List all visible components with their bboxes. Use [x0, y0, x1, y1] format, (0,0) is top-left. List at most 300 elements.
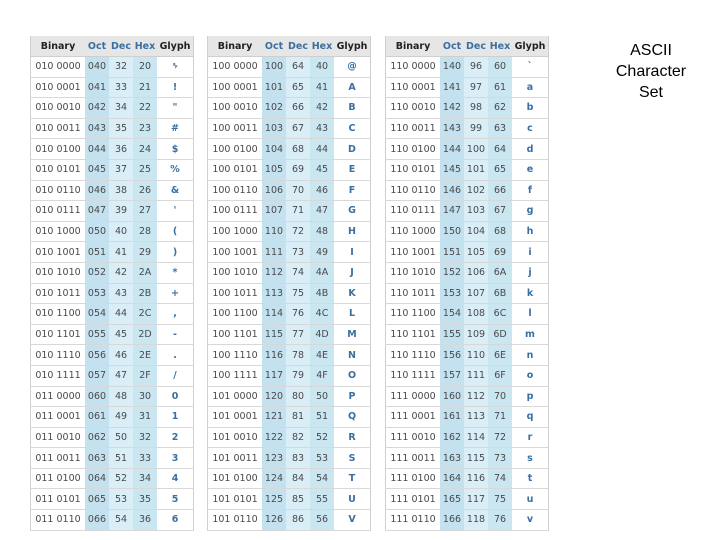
octal-cell: 152: [440, 262, 464, 283]
binary-cell: 010 0010: [31, 98, 86, 119]
binary-cell: 101 0000: [208, 386, 263, 407]
octal-cell: 116: [262, 345, 286, 366]
binary-cell: 100 1110: [208, 345, 263, 366]
glyph-cell: p: [512, 386, 549, 407]
hex-cell: 4C: [310, 304, 334, 325]
glyph-cell: N: [334, 345, 371, 366]
binary-cell: 100 0100: [208, 139, 263, 160]
octal-cell: 045: [85, 159, 109, 180]
decimal-cell: 73: [286, 242, 310, 263]
hex-cell: 33: [133, 448, 157, 469]
glyph-cell: #: [157, 118, 194, 139]
table-row: [208, 262, 371, 283]
hex-cell: 26: [133, 180, 157, 201]
octal-cell: 142: [440, 98, 464, 119]
table-row: [31, 448, 194, 469]
binary-cell: 100 1010: [208, 262, 263, 283]
hex-cell: 47: [310, 201, 334, 222]
glyph-cell: s: [512, 448, 549, 469]
octal-cell: 064: [85, 468, 109, 489]
column-header-binary: Binary: [31, 36, 86, 57]
binary-cell: 110 1001: [386, 242, 441, 263]
glyph-cell: ␠: [157, 57, 194, 78]
binary-cell: 010 1001: [31, 242, 86, 263]
decimal-cell: 65: [286, 77, 310, 98]
table-row: [31, 262, 194, 283]
hex-cell: 30: [133, 386, 157, 407]
hex-cell: 68: [488, 221, 512, 242]
glyph-cell: 4: [157, 468, 194, 489]
hex-cell: 55: [310, 489, 334, 510]
table-row: [208, 221, 371, 242]
title-line-1: ASCII: [630, 42, 672, 59]
glyph-cell: 2: [157, 427, 194, 448]
column-header-hex: Hex: [488, 36, 512, 57]
table-row: [208, 365, 371, 386]
decimal-cell: 40: [109, 221, 133, 242]
column-header-binary: Binary: [208, 36, 263, 57]
decimal-cell: 116: [464, 468, 488, 489]
binary-cell: 010 0110: [31, 180, 86, 201]
octal-cell: 166: [440, 510, 464, 531]
ascii-table-1: [30, 36, 194, 531]
table-row: [208, 324, 371, 345]
hex-cell: 6E: [488, 345, 512, 366]
binary-cell: 100 1101: [208, 324, 263, 345]
octal-cell: 146: [440, 180, 464, 201]
binary-cell: 101 0101: [208, 489, 263, 510]
octal-cell: 124: [262, 468, 286, 489]
binary-cell: 110 1101: [386, 324, 441, 345]
binary-cell: 100 0110: [208, 180, 263, 201]
binary-cell: 110 0000: [386, 57, 441, 78]
table-row: [208, 98, 371, 119]
table-row: [31, 159, 194, 180]
binary-cell: 010 0101: [31, 159, 86, 180]
table-row: [208, 159, 371, 180]
binary-cell: 110 1100: [386, 304, 441, 325]
octal-cell: 145: [440, 159, 464, 180]
hex-cell: 52: [310, 427, 334, 448]
glyph-cell: c: [512, 118, 549, 139]
binary-cell: 011 0110: [31, 510, 86, 531]
hex-cell: 73: [488, 448, 512, 469]
glyph-cell: n: [512, 345, 549, 366]
octal-cell: 123: [262, 448, 286, 469]
octal-cell: 143: [440, 118, 464, 139]
decimal-cell: 103: [464, 201, 488, 222]
table-row: [31, 77, 194, 98]
decimal-cell: 78: [286, 345, 310, 366]
table-row: [208, 118, 371, 139]
decimal-cell: 83: [286, 448, 310, 469]
binary-cell: 110 1111: [386, 365, 441, 386]
binary-cell: 010 1011: [31, 283, 86, 304]
binary-cell: 101 0100: [208, 468, 263, 489]
table-row: [208, 345, 371, 366]
decimal-cell: 114: [464, 427, 488, 448]
table-row: [208, 448, 371, 469]
table-row: [386, 180, 549, 201]
binary-cell: 110 1110: [386, 345, 441, 366]
column-header-octal: Oct: [262, 36, 286, 57]
hex-cell: 34: [133, 468, 157, 489]
glyph-cell: E: [334, 159, 371, 180]
hex-cell: 62: [488, 98, 512, 119]
binary-cell: 010 0100: [31, 139, 86, 160]
decimal-cell: 106: [464, 262, 488, 283]
glyph-cell: `: [512, 57, 549, 78]
glyph-cell: +: [157, 283, 194, 304]
hex-cell: 40: [310, 57, 334, 78]
binary-cell: 011 0010: [31, 427, 86, 448]
decimal-cell: 70: [286, 180, 310, 201]
binary-cell: 010 0111: [31, 201, 86, 222]
table-row: [31, 118, 194, 139]
table-row: [386, 304, 549, 325]
hex-cell: 74: [488, 468, 512, 489]
decimal-cell: 53: [109, 489, 133, 510]
glyph-cell: Q: [334, 407, 371, 428]
decimal-cell: 107: [464, 283, 488, 304]
octal-cell: 040: [85, 57, 109, 78]
table-row: [31, 365, 194, 386]
table-header-row: [31, 36, 194, 57]
glyph-cell: I: [334, 242, 371, 263]
title-line-2: Character: [615, 63, 687, 80]
binary-cell: 010 1111: [31, 365, 86, 386]
hex-cell: 66: [488, 180, 512, 201]
glyph-cell: @: [334, 57, 371, 78]
octal-cell: 113: [262, 283, 286, 304]
hex-cell: 70: [488, 386, 512, 407]
decimal-cell: 86: [286, 510, 310, 531]
column-header-hex: Hex: [310, 36, 334, 57]
glyph-cell: ): [157, 242, 194, 263]
glyph-cell: *: [157, 262, 194, 283]
decimal-cell: 47: [109, 365, 133, 386]
octal-cell: 141: [440, 77, 464, 98]
table-row: [386, 221, 549, 242]
decimal-cell: 111: [464, 365, 488, 386]
glyph-cell: .: [157, 345, 194, 366]
binary-cell: 100 1000: [208, 221, 263, 242]
table-row: [386, 77, 549, 98]
binary-cell: 111 0001: [386, 407, 441, 428]
glyph-cell: J: [334, 262, 371, 283]
column-header-octal: Oct: [85, 36, 109, 57]
glyph-cell: g: [512, 201, 549, 222]
glyph-cell: ': [157, 201, 194, 222]
table-row: [208, 57, 371, 78]
glyph-cell: o: [512, 365, 549, 386]
octal-cell: 153: [440, 283, 464, 304]
binary-cell: 110 0011: [386, 118, 441, 139]
glyph-cell: H: [334, 221, 371, 242]
binary-cell: 100 1100: [208, 304, 263, 325]
binary-cell: 101 0010: [208, 427, 263, 448]
hex-cell: 64: [488, 139, 512, 160]
table-row: [386, 510, 549, 531]
decimal-cell: 99: [464, 118, 488, 139]
decimal-cell: 68: [286, 139, 310, 160]
table-row: [208, 510, 371, 531]
glyph-cell: a: [512, 77, 549, 98]
decimal-cell: 108: [464, 304, 488, 325]
binary-cell: 100 0111: [208, 201, 263, 222]
octal-cell: 050: [85, 221, 109, 242]
decimal-cell: 75: [286, 283, 310, 304]
hex-cell: 76: [488, 510, 512, 531]
hex-cell: 61: [488, 77, 512, 98]
decimal-cell: 50: [109, 427, 133, 448]
ascii-table-2: [207, 36, 371, 531]
octal-cell: 144: [440, 139, 464, 160]
decimal-cell: 97: [464, 77, 488, 98]
binary-cell: 111 0101: [386, 489, 441, 510]
octal-cell: 157: [440, 365, 464, 386]
binary-cell: 100 0011: [208, 118, 263, 139]
octal-cell: 160: [440, 386, 464, 407]
hex-cell: 2A: [133, 262, 157, 283]
hex-cell: 2B: [133, 283, 157, 304]
hex-cell: 51: [310, 407, 334, 428]
table-row: [208, 201, 371, 222]
decimal-cell: 46: [109, 345, 133, 366]
decimal-cell: 105: [464, 242, 488, 263]
glyph-cell: !: [157, 77, 194, 98]
octal-cell: 117: [262, 365, 286, 386]
binary-cell: 111 0010: [386, 427, 441, 448]
octal-cell: 062: [85, 427, 109, 448]
binary-cell: 011 0001: [31, 407, 86, 428]
hex-cell: 4E: [310, 345, 334, 366]
decimal-cell: 64: [286, 57, 310, 78]
octal-cell: 161: [440, 407, 464, 428]
hex-cell: 54: [310, 468, 334, 489]
glyph-cell: d: [512, 139, 549, 160]
glyph-cell: G: [334, 201, 371, 222]
octal-cell: 060: [85, 386, 109, 407]
decimal-cell: 36: [109, 139, 133, 160]
hex-cell: 25: [133, 159, 157, 180]
decimal-cell: 74: [286, 262, 310, 283]
binary-cell: 110 0110: [386, 180, 441, 201]
hex-cell: 46: [310, 180, 334, 201]
table-row: [208, 489, 371, 510]
table-row: [208, 468, 371, 489]
octal-cell: 107: [262, 201, 286, 222]
hex-cell: 71: [488, 407, 512, 428]
hex-cell: 6F: [488, 365, 512, 386]
decimal-cell: 67: [286, 118, 310, 139]
binary-cell: 100 0001: [208, 77, 263, 98]
glyph-cell: &: [157, 180, 194, 201]
glyph-cell: P: [334, 386, 371, 407]
decimal-cell: 39: [109, 201, 133, 222]
decimal-cell: 69: [286, 159, 310, 180]
column-header-glyph: Glyph: [157, 36, 194, 57]
table-row: [386, 159, 549, 180]
decimal-cell: 77: [286, 324, 310, 345]
decimal-cell: 113: [464, 407, 488, 428]
hex-cell: 42: [310, 98, 334, 119]
table-row: [386, 386, 549, 407]
table-row: [386, 468, 549, 489]
table-row: [386, 365, 549, 386]
decimal-cell: 81: [286, 407, 310, 428]
hex-cell: 44: [310, 139, 334, 160]
table-row: [31, 139, 194, 160]
hex-cell: 4D: [310, 324, 334, 345]
glyph-cell: 0: [157, 386, 194, 407]
glyph-cell: b: [512, 98, 549, 119]
binary-cell: 100 1011: [208, 283, 263, 304]
octal-cell: 061: [85, 407, 109, 428]
decimal-cell: 112: [464, 386, 488, 407]
table-row: [386, 262, 549, 283]
octal-cell: 125: [262, 489, 286, 510]
decimal-cell: 98: [464, 98, 488, 119]
octal-cell: 066: [85, 510, 109, 531]
table-row: [386, 489, 549, 510]
glyph-cell: (: [157, 221, 194, 242]
octal-cell: 155: [440, 324, 464, 345]
column-header-hex: Hex: [133, 36, 157, 57]
hex-cell: 2C: [133, 304, 157, 325]
decimal-cell: 72: [286, 221, 310, 242]
hex-cell: 75: [488, 489, 512, 510]
octal-cell: 121: [262, 407, 286, 428]
table-row: [31, 510, 194, 531]
table-row: [31, 468, 194, 489]
glyph-cell: O: [334, 365, 371, 386]
hex-cell: 56: [310, 510, 334, 531]
octal-cell: 051: [85, 242, 109, 263]
decimal-cell: 54: [109, 510, 133, 531]
table-row: [31, 304, 194, 325]
binary-cell: 010 1100: [31, 304, 86, 325]
hex-cell: 45: [310, 159, 334, 180]
hex-cell: 36: [133, 510, 157, 531]
glyph-cell: j: [512, 262, 549, 283]
binary-cell: 100 0101: [208, 159, 263, 180]
table-row: [31, 427, 194, 448]
decimal-cell: 109: [464, 324, 488, 345]
binary-cell: 011 0100: [31, 468, 86, 489]
table-row: [31, 489, 194, 510]
column-header-octal: Oct: [440, 36, 464, 57]
table-row: [31, 221, 194, 242]
binary-cell: 101 0011: [208, 448, 263, 469]
glyph-cell: U: [334, 489, 371, 510]
table-row: [386, 242, 549, 263]
hex-cell: 4B: [310, 283, 334, 304]
glyph-cell: F: [334, 180, 371, 201]
binary-cell: 010 0001: [31, 77, 86, 98]
decimal-cell: 42: [109, 262, 133, 283]
octal-cell: 047: [85, 201, 109, 222]
octal-cell: 055: [85, 324, 109, 345]
table-row: [208, 242, 371, 263]
glyph-cell: S: [334, 448, 371, 469]
octal-cell: 103: [262, 118, 286, 139]
glyph-cell: 5: [157, 489, 194, 510]
hex-cell: 65: [488, 159, 512, 180]
hex-cell: 20: [133, 57, 157, 78]
table-row: [31, 242, 194, 263]
glyph-cell: $: [157, 139, 194, 160]
decimal-cell: 76: [286, 304, 310, 325]
glyph-cell: R: [334, 427, 371, 448]
glyph-cell: A: [334, 77, 371, 98]
table-header-row: [208, 36, 371, 57]
hex-cell: 2E: [133, 345, 157, 366]
glyph-cell: M: [334, 324, 371, 345]
table-row: [208, 386, 371, 407]
glyph-cell: T: [334, 468, 371, 489]
octal-cell: 106: [262, 180, 286, 201]
glyph-cell: 1: [157, 407, 194, 428]
binary-cell: 101 0001: [208, 407, 263, 428]
decimal-cell: 79: [286, 365, 310, 386]
binary-cell: 110 1010: [386, 262, 441, 283]
column-header-binary: Binary: [386, 36, 441, 57]
binary-cell: 101 0110: [208, 510, 263, 531]
glyph-cell: i: [512, 242, 549, 263]
octal-cell: 053: [85, 283, 109, 304]
octal-cell: 043: [85, 118, 109, 139]
table-header-row: [386, 36, 549, 57]
octal-cell: 150: [440, 221, 464, 242]
decimal-cell: 117: [464, 489, 488, 510]
octal-cell: 054: [85, 304, 109, 325]
decimal-cell: 80: [286, 386, 310, 407]
decimal-cell: 71: [286, 201, 310, 222]
glyph-cell: C: [334, 118, 371, 139]
octal-cell: 163: [440, 448, 464, 469]
decimal-cell: 96: [464, 57, 488, 78]
hex-cell: 32: [133, 427, 157, 448]
glyph-cell: K: [334, 283, 371, 304]
glyph-cell: h: [512, 221, 549, 242]
octal-cell: 120: [262, 386, 286, 407]
table-row: [386, 407, 549, 428]
binary-cell: 010 0000: [31, 57, 86, 78]
glyph-cell: V: [334, 510, 371, 531]
hex-cell: 2F: [133, 365, 157, 386]
hex-cell: 24: [133, 139, 157, 160]
octal-cell: 154: [440, 304, 464, 325]
table-row: [31, 407, 194, 428]
binary-cell: 011 0000: [31, 386, 86, 407]
binary-cell: 110 1011: [386, 283, 441, 304]
binary-cell: 100 1001: [208, 242, 263, 263]
glyph-cell: 6: [157, 510, 194, 531]
glyph-cell: u: [512, 489, 549, 510]
binary-cell: 010 1010: [31, 262, 86, 283]
octal-cell: 122: [262, 427, 286, 448]
hex-cell: 43: [310, 118, 334, 139]
glyph-cell: q: [512, 407, 549, 428]
hex-cell: 53: [310, 448, 334, 469]
hex-cell: 60: [488, 57, 512, 78]
octal-cell: 104: [262, 139, 286, 160]
decimal-cell: 100: [464, 139, 488, 160]
binary-cell: 110 0111: [386, 201, 441, 222]
title-line-3: Set: [638, 84, 663, 101]
glyph-cell: e: [512, 159, 549, 180]
